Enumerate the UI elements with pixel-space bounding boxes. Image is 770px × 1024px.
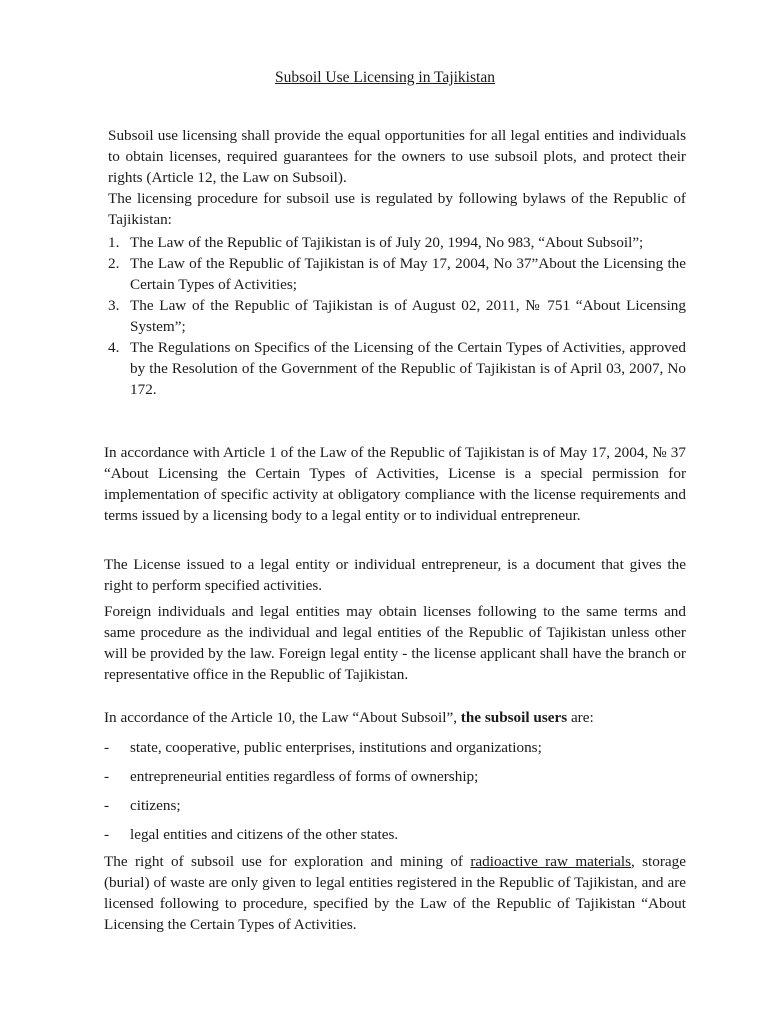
list-item bbox=[104, 737, 686, 758]
list-item-text: state, cooperative, public enterprises, institutions and organizations; bbox=[130, 739, 542, 756]
bylaws-list bbox=[108, 232, 686, 400]
radioactive-materials-underlined: radioactive raw materials bbox=[470, 853, 631, 870]
article1-paragraph: In accordance with Article 1 of the Law of the Republic of Tajikistan is of May 17, 2004, № 37 “About Licensing the Certain Types of Activities, License is a special permission for implementation of specific activity at obligatory compliance with the license requirements and terms issued by a licensing body to a legal entity or to individual entrepreneur. bbox=[104, 444, 686, 524]
list-item-text: entrepreneurial entities regardless of forms of ownership; bbox=[130, 768, 479, 785]
list-item bbox=[104, 766, 686, 787]
license-paragraph: The License issued to a legal entity or individual entrepreneur, is a document that gives the right to perform specified activities. bbox=[104, 556, 686, 594]
list-item-text: The Law of the Republic of Tajikistan is of July 20, 1994, No 983, “About Subsoil”; bbox=[130, 234, 644, 251]
radioactive-text-rest: , storage (burial) of waste are only given to legal entities registered in the Republic of Tajikistan, and are licensed following to procedure, specified by the Law of the Republic of Tajikistan “About Licensing the Certain Types of Activities. bbox=[104, 853, 687, 933]
list-item-text: The Law of the Republic of Tajikistan is of August 02, 2011, № 751 “About Licensing System”; bbox=[130, 297, 686, 335]
list-item-text: The Regulations on Specifics of the Licensing of the Certain Types of Activities, approved by the Resolution of the Government of the Republic of Tajikistan is of April 03, 2007, No 172. bbox=[130, 339, 686, 398]
list-item-text: legal entities and citizens of the other states. bbox=[130, 826, 399, 843]
list-item bbox=[108, 232, 686, 253]
subsoil-users-list bbox=[104, 737, 686, 845]
radioactive-text: The right of subsoil use for exploration and mining of bbox=[104, 853, 471, 870]
list-item-text: The Law of the Republic of Tajikistan is of May 17, 2004, No 37”About the Licensing the Certain Types of Activities; bbox=[130, 255, 686, 293]
foreign-entities-paragraph: Foreign individuals and legal entities may obtain licenses following to the same terms and same procedure as the individual and legal entities of the Republic of Tajikistan unless other will be provided by the law. Foreign legal entity - the license applicant shall have the branch or representative office in the Republic of Tajikistan. bbox=[104, 603, 686, 683]
list-dash: - bbox=[104, 797, 110, 814]
list-number: 4. bbox=[108, 339, 120, 356]
subsoil-users-term: the subsoil users bbox=[460, 709, 568, 726]
article10-suffix: are: bbox=[567, 709, 594, 726]
article10-paragraph bbox=[104, 707, 686, 728]
intro-paragraph: Subsoil use licensing shall provide the equal opportunities for all legal entities and individuals to obtain licenses, required guarantees for the owners to use subsoil plots, and protect their rights (Article 12, the Law on Subsoil). bbox=[108, 127, 686, 186]
list-item-text: citizens; bbox=[130, 797, 181, 814]
list-item bbox=[108, 295, 686, 337]
list-item bbox=[104, 824, 686, 845]
list-dash: - bbox=[104, 826, 110, 843]
bylaws-intro-paragraph: The licensing procedure for subsoil use is regulated by following bylaws of the Republic of Tajikistan: bbox=[108, 190, 686, 228]
list-item bbox=[108, 337, 686, 400]
radioactive-paragraph bbox=[104, 851, 686, 935]
list-dash: - bbox=[104, 768, 110, 785]
list-item bbox=[108, 253, 686, 295]
article10-text: In accordance of the Article 10, the Law “About Subsoil”, bbox=[104, 709, 461, 726]
list-number: 3. bbox=[108, 297, 120, 314]
list-item bbox=[104, 795, 686, 816]
list-number: 1. bbox=[108, 234, 120, 251]
list-number: 2. bbox=[108, 255, 120, 272]
document-title: Subsoil Use Licensing in Tajikistan bbox=[275, 69, 495, 86]
list-dash: - bbox=[104, 739, 110, 756]
